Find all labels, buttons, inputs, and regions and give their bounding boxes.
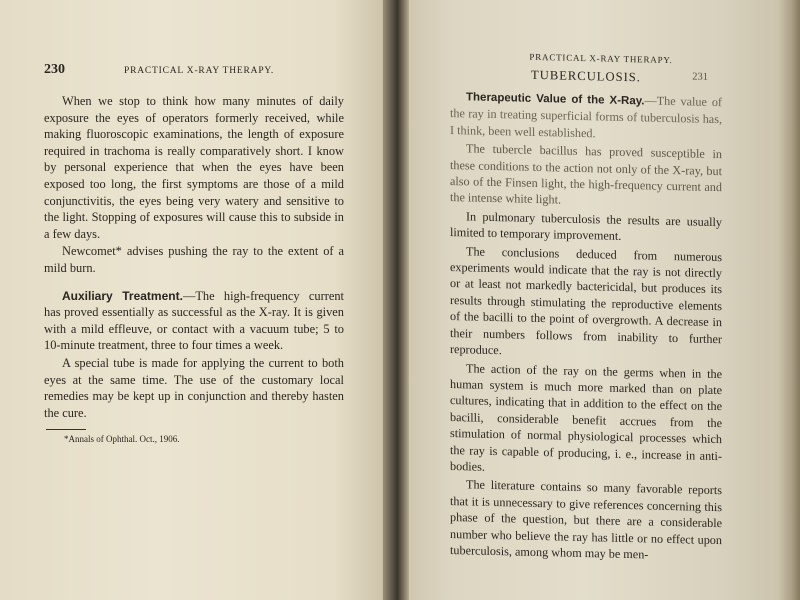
paragraph-literature: The literature contains so many favorable reports that it is unnecessary to give references concerning this phase of the question, but there are a considerable number who believe the ray has little or no effect upon tuberculosis, among whom may be men- (450, 477, 722, 562)
paragraph-pulmonary: In pulmonary tuberculosis the results are usually limited to temporary improvement. (450, 209, 722, 244)
paragraph-conclusions: The conclusions deduced from numerous experiments would indicate that the ray is not directly or at least not markedly bactericidal, but produces its results through stimulating the reproductive elements of the bacilli to the point of overgrowth. A decrease in their numbers follows from inability to further reproduce. (450, 244, 722, 358)
left-running-head (44, 62, 344, 84)
book-gutter (383, 0, 409, 600)
right-running-title: PRACTICAL X-RAY THERAPY. (529, 51, 673, 66)
paragraph-special-tube: A special tube is made for applying the current to both eyes at the same time. The use of the customary local remedies may be kept up in conjunction and thereby hasten the cure. (44, 355, 344, 420)
right-page-text (450, 50, 722, 567)
paragraph-newcomet: Newcomet* advises pushing the ray to the extent of a mild burn. (44, 244, 344, 275)
therapeutic-text: —The value of the ray in treating superficial forms of tuberculosis has, I think, been well established. (450, 93, 722, 141)
paragraph-bacillus: The tubercle bacillus has proved susceptible in these conditions to the action not only of the X-ray, but also of the Finsen light, the high-frequency current and the intense white light. (450, 141, 722, 207)
paragraph-auxiliary (44, 288, 344, 354)
section-title: TUBERCULOSIS. (531, 67, 641, 85)
auxiliary-text: —The high-frequency current has proved essentially as successful as the X-ray. It is given with a mild effleuve, or contact with a vacuum tube; 5 to 10-minute treatment, three to four times a week. (44, 288, 344, 353)
footnote-rule (46, 429, 86, 430)
paragraph-action: The action of the ray on the germs when in the human system is much more marked than on plate cultures, indicating that in addition to the effect on the bacilli, considerable benefit accrues from the stimulation of normal physiological processes which the ray is capable of producing, i. e., increase in anti-bodies. (450, 360, 722, 474)
left-page-number: 230 (44, 62, 65, 77)
therapeutic-heading: Therapeutic Value of the X-Ray. (466, 91, 645, 108)
left-page-text (44, 62, 344, 444)
paragraph-exposure: When we stop to think how many minutes of daily exposure the eyes of operators formerly received, while making fluoroscopic examinations, the length of exposure required in trachoma is really comparatively short. I know by personal experience that when the eyes have been exposed too long, the first symptoms are those of a mild conjunctivitis, the eyes being very watery and sensitive to the light. Stopping of exposures will cause this to subside in a few days. (44, 94, 344, 241)
right-page-number: 231 (692, 71, 708, 83)
auxiliary-heading: Auxiliary Treatment. (62, 288, 183, 303)
left-running-title: PRACTICAL X-RAY THERAPY. (124, 66, 275, 76)
footnote: *Annals of Ophthal. Oct., 1906. (64, 434, 180, 445)
paragraph-therapeutic (450, 88, 722, 144)
page-edge-shadow (778, 0, 800, 600)
